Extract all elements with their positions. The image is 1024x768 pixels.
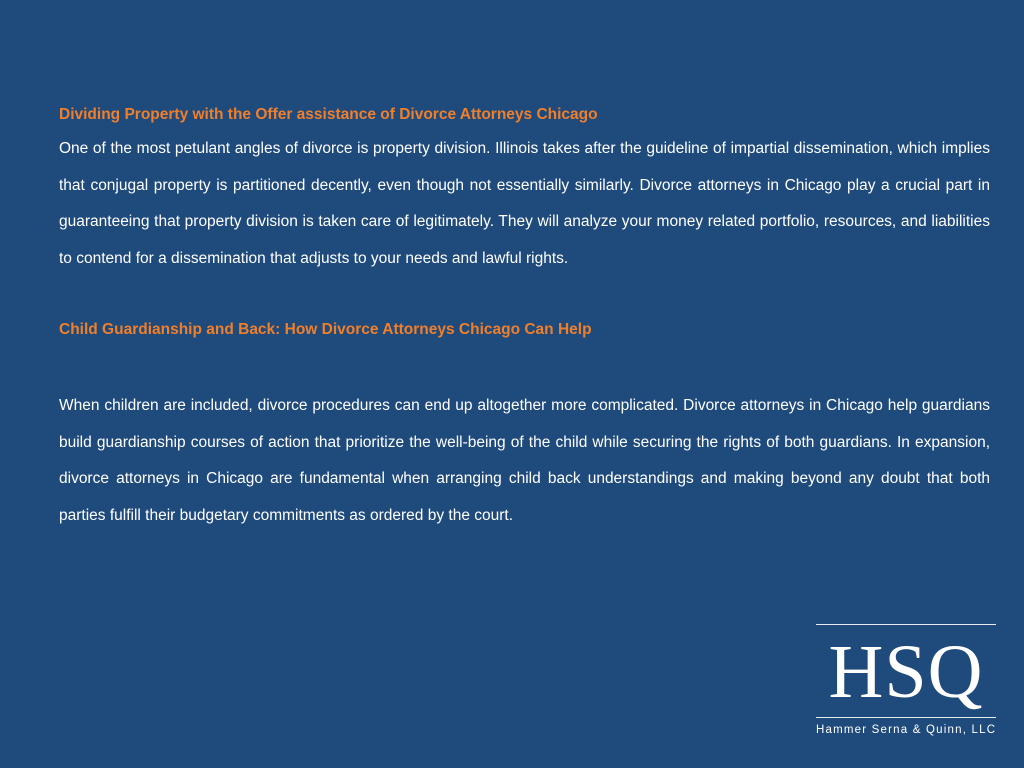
section-body-property-division: One of the most petulant angles of divorce is property division. Illinois takes after the guideline of impartial dissemination, which implies that conjugal property is partitioned decently, even though not essentially similarly. Divorce attorneys in Chicago play a crucial part in guaranteeing that property division is taken care of legitimately. They will analyze your money related portfolio, resources, and liabilities to contend for a dissemination that adjusts to your needs and lawful rights. bbox=[59, 140, 990, 267]
section-heading-child-guardianship: Child Guardianship and Back: How Divorce Attorneys Chicago Can Help bbox=[59, 321, 592, 338]
logo-firm-name: Hammer Serna & Quinn, LLC bbox=[816, 724, 997, 736]
content-area bbox=[59, 102, 990, 534]
section-body-child-guardianship: When children are included, divorce procedures can end up altogether more complicated. Divorce attorneys in Chicago help guardians build guardianship courses of action that prioritize the well-being of the child while securing the rights of both guardians. In expansion, divorce attorneys in Chicago are fundamental when arranging child back understandings and making beyond any doubt that both parties fulfill their budgetary commitments as ordered by the court. bbox=[59, 397, 990, 524]
section-heading-property-division: Dividing Property with the Offer assistance of Divorce Attorneys Chicago bbox=[59, 106, 598, 123]
logo-bottom-rule bbox=[816, 717, 996, 718]
hsq-logo bbox=[816, 624, 996, 746]
logo-top-rule bbox=[816, 624, 996, 625]
logo-mark: HSQ bbox=[828, 630, 984, 714]
